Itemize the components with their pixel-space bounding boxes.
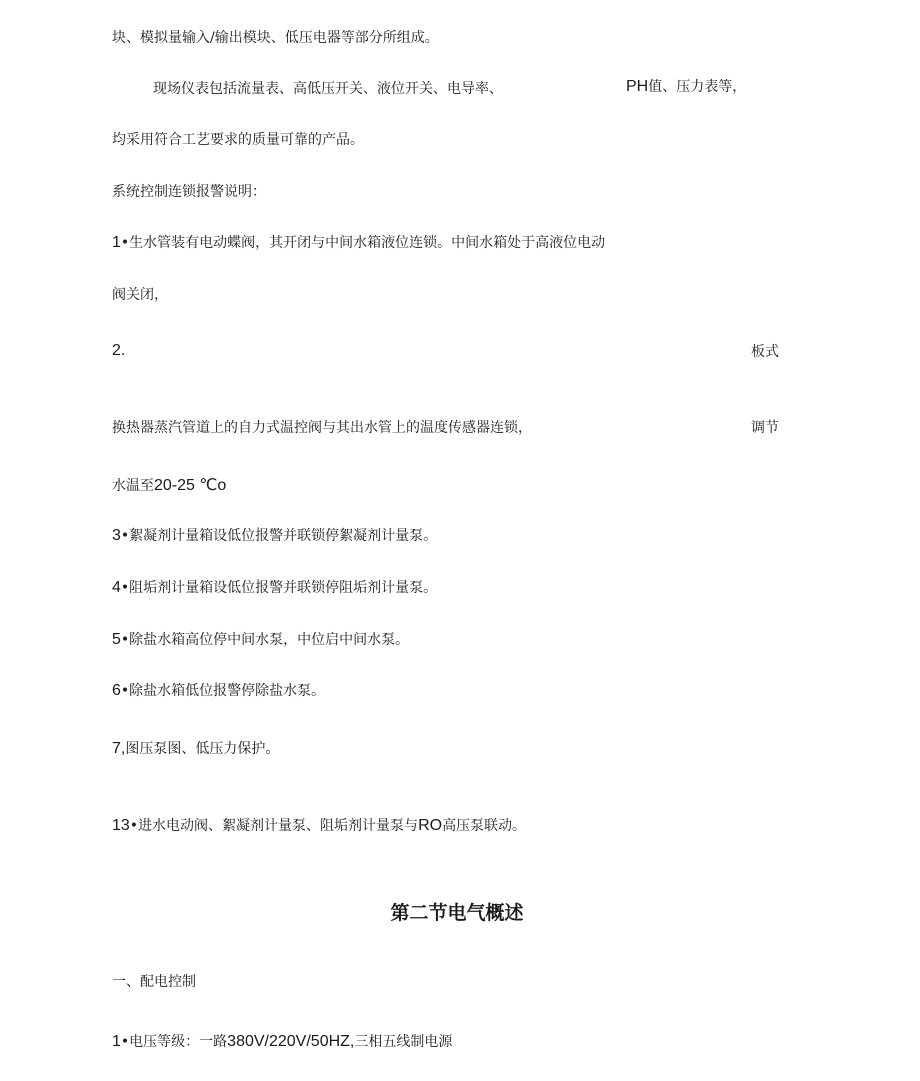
item-number: 6: [112, 682, 121, 699]
list-item-7: 7,图压泵图、低压力保护。: [112, 740, 280, 757]
section-title: 第二节电气概述: [390, 902, 524, 924]
list-item-1: 1•生水管装有电动蝶阀，其开闭与中间水箱液位连锁。中间水箱处于高液位电动: [112, 234, 606, 251]
temperature-range: 20-25 ℃o: [154, 477, 227, 494]
item-number: 1: [112, 1033, 121, 1050]
item-number: 3: [112, 527, 121, 544]
ph-text: PH: [626, 78, 649, 95]
list-item-3: 3•絮凝剂计量箱设低位报警并联锁停絮凝剂计量泵。: [112, 527, 438, 544]
list-item-5: 5•除盐水箱高位停中间水泵，中位启中间水泵。: [112, 631, 410, 648]
paragraph-line-1: 块、模拟量输入/输出模块、低压电器等部分所组成。: [112, 30, 439, 46]
paragraph-line-2a: 现场仪表包括流量表、高低压开关、液位开关、电导率、: [153, 81, 503, 97]
item-number: 1: [112, 234, 121, 251]
ro-text: RO: [418, 817, 443, 834]
list-item-4: 4•阻垢剂计量箱设低位报警并联锁停阻垢剂计量泵。: [112, 579, 438, 596]
list-item-2-end: 水温至20-25 ℃o: [112, 477, 227, 494]
item-number: 7,: [112, 740, 126, 757]
paragraph-line-2b: PH值、压力表等，: [626, 78, 747, 95]
item-number: 4: [112, 579, 121, 596]
subsection-heading: 一、配电控制: [112, 974, 196, 990]
list-item-2-continued-right: 调节: [751, 420, 779, 436]
list-item-1-continued: 阀关闭，: [112, 287, 168, 303]
voltage-value: 380V/220V/50HZ,: [227, 1033, 355, 1050]
list-item-2-continued: 换热器蒸汽管道上的自力式温控阀与其出水管上的温度传感器连锁，: [112, 420, 532, 436]
item-number: 13: [112, 817, 130, 834]
list-item-voltage: 1•电压等级：一路380V/220V/50HZ,三相五线制电源: [112, 1033, 453, 1050]
item-number: 5: [112, 631, 121, 648]
list-item-2: [112, 341, 125, 361]
list-item-13: 13•进水电动阀、絮凝剂计量泵、阻垢剂计量泵与RO高压泵联动。: [112, 817, 527, 834]
paragraph-line-4: 系统控制连锁报警说明：: [112, 184, 266, 200]
item-number: 2.: [112, 342, 126, 359]
paragraph-line-3: 均采用符合工艺要求的质量可靠的产品。: [112, 132, 364, 148]
list-item-2-right: 板式: [751, 344, 779, 360]
list-item-6: 6•除盐水箱低位报警停除盐水泵。: [112, 682, 326, 699]
